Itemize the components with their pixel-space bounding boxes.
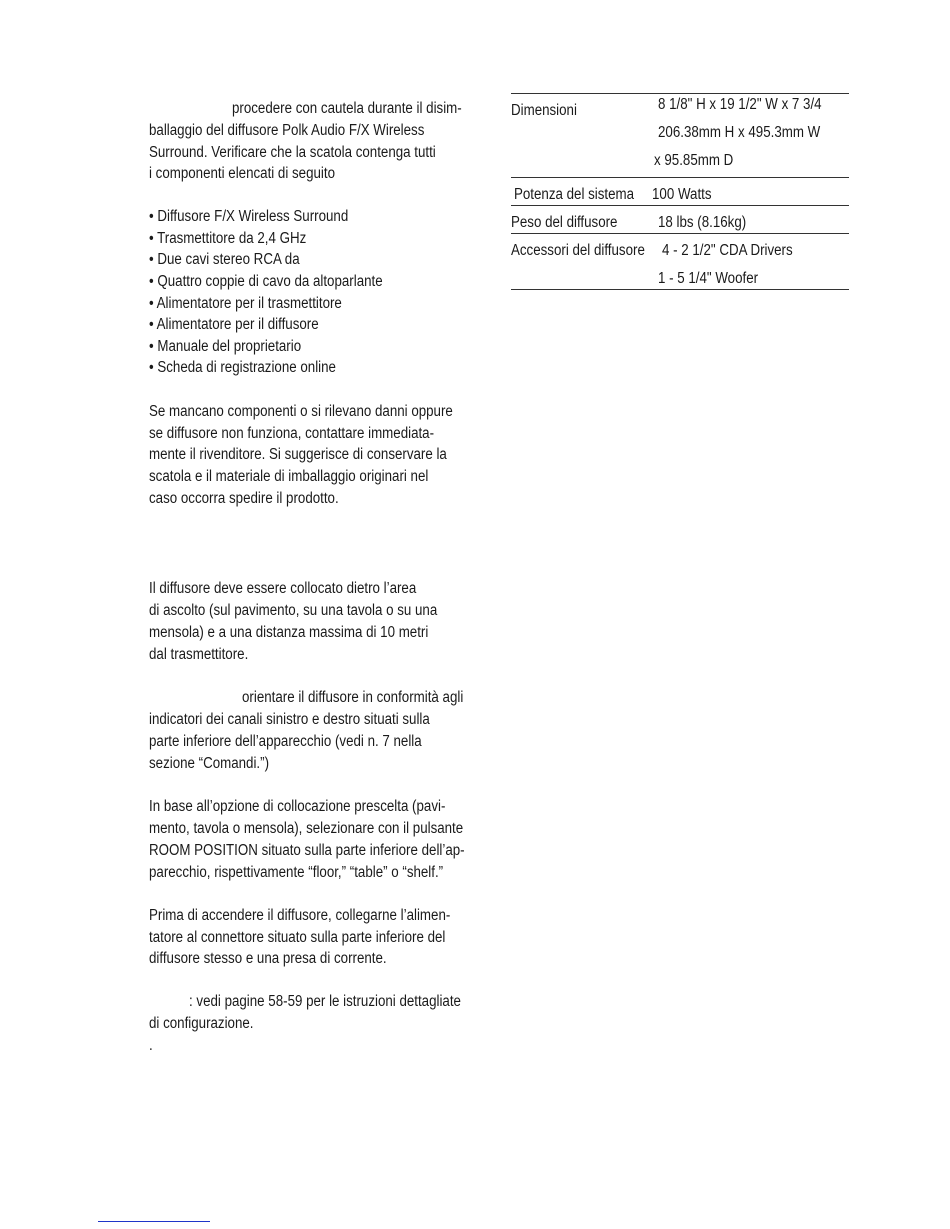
spec-value-weight: 18 lbs (8.16kg) <box>658 214 747 231</box>
table-rule <box>511 233 849 234</box>
table-rule <box>511 177 849 178</box>
text-line: parte inferiore dell’apparecchio (vedi n. 7 nella <box>149 733 422 750</box>
text-line: scatola e il materiale di imballaggio originari nel <box>149 468 429 485</box>
text-line: orientare il diffusore in conformità agli <box>242 689 464 706</box>
text-line: se diffusore non funziona, contattare immediata- <box>149 425 435 442</box>
list-item: • Scheda di registrazione online <box>149 359 336 376</box>
spec-value-accessories: 4 - 2 1/2" CDA Drivers <box>662 242 793 259</box>
spec-value-dimensions: 8 1/8" H x 19 1/2" W x 7 3/4 <box>658 96 822 113</box>
text-line: procedere con cautela durante il disim- <box>232 100 462 117</box>
spec-label-dimensions: Dimensioni <box>511 102 577 119</box>
text-line: di ascolto (sul pavimento, su una tavola o su una <box>149 602 438 619</box>
text-line: In base all’opzione di collocazione prescelta (pavi- <box>149 798 446 815</box>
text-line: ROOM POSITION situato sulla parte inferiore dell’ap- <box>149 842 465 859</box>
spec-label-power: Potenza del sistema <box>514 186 635 203</box>
spec-value-power: 100 Watts <box>652 186 712 203</box>
text-line: dal trasmettitore. <box>149 646 249 663</box>
list-item: • Quattro coppie di cavo da altoparlante <box>149 273 383 290</box>
list-item: • Alimentatore per il diffusore <box>149 316 319 333</box>
list-item: • Trasmettitore da 2,4 GHz <box>149 230 307 247</box>
text-line: sezione “Comandi.”) <box>149 755 270 772</box>
spec-value-dimensions: 206.38mm H x 495.3mm W <box>658 124 821 141</box>
text-line: . <box>149 1037 153 1054</box>
table-rule <box>511 289 849 290</box>
text-line: Se mancano componenti o si rilevano danni oppure <box>149 403 453 420</box>
text-line: mente il rivenditore. Si suggerisce di conservare la <box>149 446 447 463</box>
text-line: caso occorra spedire il prodotto. <box>149 490 339 507</box>
list-item: • Due cavi stereo RCA da <box>149 251 300 268</box>
footer-rule <box>98 1221 210 1222</box>
text-line: Prima di accendere il diffusore, collegarne l’alimen- <box>149 907 451 924</box>
spec-value-dimensions: x 95.85mm D <box>654 152 734 169</box>
text-line: ballaggio del diffusore Polk Audio F/X Wireless <box>149 122 425 139</box>
text-line: indicatori dei canali sinistro e destro situati sulla <box>149 711 430 728</box>
text-line: Surround. Verificare che la scatola contenga tutti <box>149 144 436 161</box>
text-line: : vedi pagine 58-59 per le istruzioni dettagliate <box>189 993 461 1010</box>
text-line: Il diffusore deve essere collocato dietro l’area <box>149 580 417 597</box>
table-rule <box>511 205 849 206</box>
list-item: • Alimentatore per il trasmettitore <box>149 295 342 312</box>
text-line: tatore al connettore situato sulla parte inferiore del <box>149 929 446 946</box>
text-line: parecchio, rispettivamente “floor,” “table” o “shelf.” <box>149 864 444 881</box>
text-line: di configurazione. <box>149 1015 254 1032</box>
spec-value-accessories: 1 - 5 1/4" Woofer <box>658 270 759 287</box>
text-line: diffusore stesso e una presa di corrente. <box>149 950 387 967</box>
spec-label-weight: Peso del diffusore <box>511 214 618 231</box>
text-line: i componenti elencati di seguito <box>149 165 336 182</box>
list-item: • Diffusore F/X Wireless Surround <box>149 208 349 225</box>
text-line: mento, tavola o mensola), selezionare con il pulsante <box>149 820 464 837</box>
spec-label-accessories: Accessori del diffusore <box>511 242 645 259</box>
text-line: mensola) e a una distanza massima di 10 metri <box>149 624 429 641</box>
list-item: • Manuale del proprietario <box>149 338 302 355</box>
